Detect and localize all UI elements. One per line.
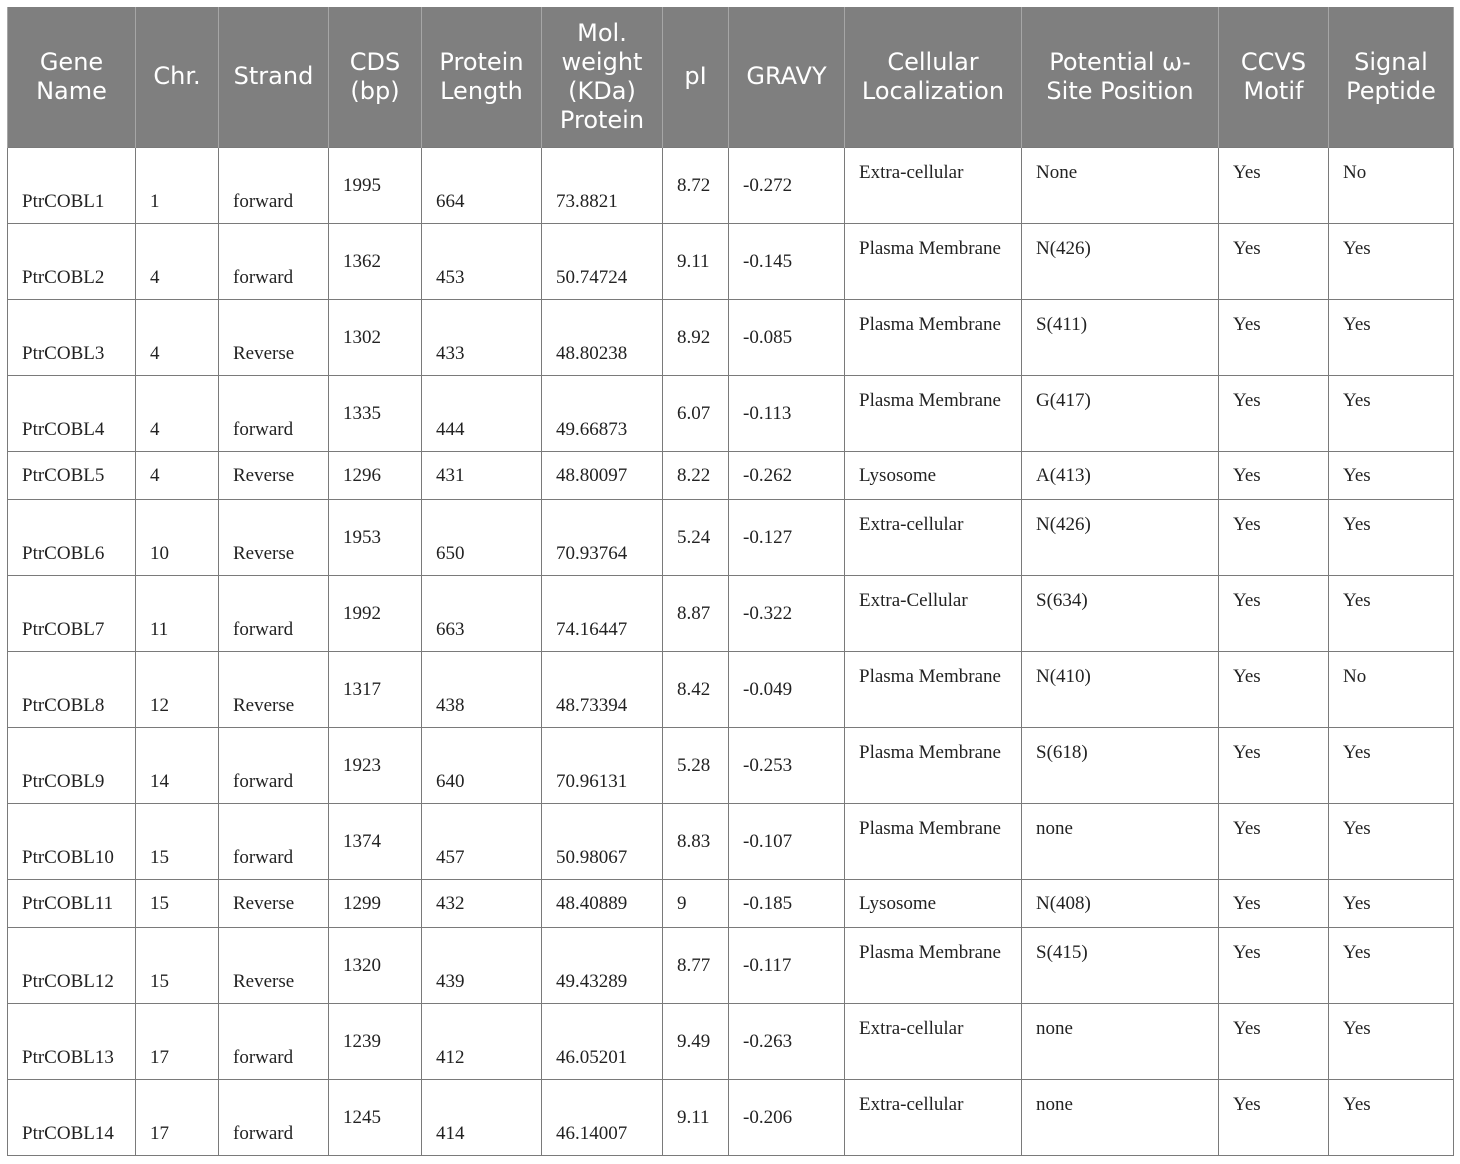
- cell-ccvs-motif: Yes: [1219, 147, 1329, 223]
- cell-mol-weight: 70.96131: [542, 727, 663, 803]
- table-row: [8, 147, 1454, 223]
- cell-protein-length: 439: [422, 927, 542, 1003]
- cell-chr: 4: [136, 375, 219, 451]
- cell-omega-site: S(411): [1022, 299, 1219, 375]
- cell-omega-site: S(634): [1022, 575, 1219, 651]
- cell-cds: 1302: [329, 299, 422, 375]
- table-row: [8, 927, 1454, 1003]
- table-row: [8, 499, 1454, 575]
- cell-omega-site: S(618): [1022, 727, 1219, 803]
- cell-ccvs-motif: Yes: [1219, 803, 1329, 879]
- cell-cds: 1317: [329, 651, 422, 727]
- cell-mol-weight: 73.8821: [542, 147, 663, 223]
- table-row: [8, 1003, 1454, 1079]
- cell-cellular-localization: Extra-cellular: [845, 147, 1022, 223]
- cell-mol-weight: 46.05201: [542, 1003, 663, 1079]
- header-cds: CDS (bp): [329, 7, 422, 147]
- cell-omega-site: N(426): [1022, 223, 1219, 299]
- cell-signal-peptide: No: [1329, 651, 1454, 727]
- cell-cds: 1995: [329, 147, 422, 223]
- cell-ccvs-motif: Yes: [1219, 727, 1329, 803]
- cell-omega-site: G(417): [1022, 375, 1219, 451]
- table-row: [8, 1079, 1454, 1155]
- table-row: [8, 575, 1454, 651]
- cell-mol-weight: 74.16447: [542, 575, 663, 651]
- cell-protein-length: 457: [422, 803, 542, 879]
- cell-gravy: -0.206: [729, 1079, 845, 1155]
- cell-cds: 1299: [329, 879, 422, 927]
- cell-chr: 15: [136, 879, 219, 927]
- cell-gravy: -0.185: [729, 879, 845, 927]
- cell-signal-peptide: Yes: [1329, 1003, 1454, 1079]
- cell-ccvs-motif: Yes: [1219, 223, 1329, 299]
- cell-ccvs-motif: Yes: [1219, 1079, 1329, 1155]
- cell-cds: 1335: [329, 375, 422, 451]
- cell-strand: forward: [219, 1003, 329, 1079]
- cell-mol-weight: 48.80097: [542, 451, 663, 499]
- cell-ccvs-motif: Yes: [1219, 375, 1329, 451]
- cell-cellular-localization: Plasma Membrane: [845, 803, 1022, 879]
- cell-cellular-localization: Lysosome: [845, 879, 1022, 927]
- cell-gene-name: PtrCOBL14: [8, 1079, 136, 1155]
- cell-mol-weight: 48.73394: [542, 651, 663, 727]
- header-cellular-localization: Cellular Localization: [845, 7, 1022, 147]
- cell-ccvs-motif: Yes: [1219, 651, 1329, 727]
- cell-cellular-localization: Lysosome: [845, 451, 1022, 499]
- cell-pi: 5.28: [663, 727, 729, 803]
- cell-cds: 1953: [329, 499, 422, 575]
- table-row: [8, 223, 1454, 299]
- cell-strand: Reverse: [219, 299, 329, 375]
- cell-mol-weight: 46.14007: [542, 1079, 663, 1155]
- cell-gravy: -0.117: [729, 927, 845, 1003]
- cell-chr: 1: [136, 147, 219, 223]
- cell-signal-peptide: Yes: [1329, 927, 1454, 1003]
- cell-cds: 1245: [329, 1079, 422, 1155]
- cell-omega-site: none: [1022, 803, 1219, 879]
- cell-gravy: -0.127: [729, 499, 845, 575]
- cell-ccvs-motif: Yes: [1219, 575, 1329, 651]
- cell-chr: 4: [136, 223, 219, 299]
- cell-signal-peptide: Yes: [1329, 299, 1454, 375]
- cell-cds: 1992: [329, 575, 422, 651]
- cell-mol-weight: 49.66873: [542, 375, 663, 451]
- cell-chr: 12: [136, 651, 219, 727]
- cell-cellular-localization: Plasma Membrane: [845, 299, 1022, 375]
- cell-pi: 5.24: [663, 499, 729, 575]
- cell-strand: Reverse: [219, 451, 329, 499]
- cell-ccvs-motif: Yes: [1219, 927, 1329, 1003]
- cell-protein-length: 650: [422, 499, 542, 575]
- cell-strand: forward: [219, 575, 329, 651]
- cell-signal-peptide: Yes: [1329, 575, 1454, 651]
- header-mol-weight: Mol. weight (KDa) Protein: [542, 7, 663, 147]
- cell-signal-peptide: No: [1329, 147, 1454, 223]
- cell-protein-length: 412: [422, 1003, 542, 1079]
- cell-mol-weight: 48.40889: [542, 879, 663, 927]
- cell-gene-name: PtrCOBL10: [8, 803, 136, 879]
- cell-gravy: -0.253: [729, 727, 845, 803]
- table-row: [8, 727, 1454, 803]
- cell-ccvs-motif: Yes: [1219, 451, 1329, 499]
- cell-mol-weight: 50.98067: [542, 803, 663, 879]
- cell-strand: forward: [219, 147, 329, 223]
- cell-pi: 9.11: [663, 1079, 729, 1155]
- gene-table-container: [7, 7, 1453, 1156]
- cell-chr: 4: [136, 299, 219, 375]
- header-chr: Chr.: [136, 7, 219, 147]
- cell-cds: 1296: [329, 451, 422, 499]
- cell-pi: 9: [663, 879, 729, 927]
- cell-cellular-localization: Extra-cellular: [845, 1003, 1022, 1079]
- cell-gravy: -0.322: [729, 575, 845, 651]
- cell-gene-name: PtrCOBL2: [8, 223, 136, 299]
- table-row: [8, 451, 1454, 499]
- cell-strand: forward: [219, 727, 329, 803]
- cell-signal-peptide: Yes: [1329, 499, 1454, 575]
- cell-protein-length: 432: [422, 879, 542, 927]
- cell-pi: 8.77: [663, 927, 729, 1003]
- cell-chr: 11: [136, 575, 219, 651]
- cell-gene-name: PtrCOBL12: [8, 927, 136, 1003]
- cell-gene-name: PtrCOBL4: [8, 375, 136, 451]
- cell-gravy: -0.113: [729, 375, 845, 451]
- header-row: [8, 7, 1454, 147]
- cell-pi: 8.83: [663, 803, 729, 879]
- cell-pi: 8.72: [663, 147, 729, 223]
- cell-gravy: -0.049: [729, 651, 845, 727]
- cell-strand: forward: [219, 223, 329, 299]
- cell-strand: forward: [219, 375, 329, 451]
- cell-cellular-localization: Plasma Membrane: [845, 651, 1022, 727]
- cell-chr: 17: [136, 1003, 219, 1079]
- cell-signal-peptide: Yes: [1329, 223, 1454, 299]
- cell-omega-site: none: [1022, 1003, 1219, 1079]
- cell-protein-length: 444: [422, 375, 542, 451]
- cell-cellular-localization: Plasma Membrane: [845, 927, 1022, 1003]
- cell-gene-name: PtrCOBL6: [8, 499, 136, 575]
- cell-ccvs-motif: Yes: [1219, 299, 1329, 375]
- cell-strand: Reverse: [219, 927, 329, 1003]
- cell-pi: 8.42: [663, 651, 729, 727]
- table-header: [8, 7, 1454, 147]
- cell-omega-site: N(426): [1022, 499, 1219, 575]
- table-row: [8, 299, 1454, 375]
- cell-ccvs-motif: Yes: [1219, 499, 1329, 575]
- cell-pi: 9.49: [663, 1003, 729, 1079]
- cell-pi: 8.92: [663, 299, 729, 375]
- cell-gene-name: PtrCOBL5: [8, 451, 136, 499]
- cell-mol-weight: 49.43289: [542, 927, 663, 1003]
- cell-signal-peptide: Yes: [1329, 727, 1454, 803]
- cell-protein-length: 433: [422, 299, 542, 375]
- cell-protein-length: 640: [422, 727, 542, 803]
- cell-gene-name: PtrCOBL3: [8, 299, 136, 375]
- cell-pi: 9.11: [663, 223, 729, 299]
- cell-omega-site: none: [1022, 1079, 1219, 1155]
- cell-gene-name: PtrCOBL1: [8, 147, 136, 223]
- cell-pi: 8.87: [663, 575, 729, 651]
- cell-protein-length: 431: [422, 451, 542, 499]
- cell-gene-name: PtrCOBL11: [8, 879, 136, 927]
- header-gravy: GRAVY: [729, 7, 845, 147]
- cell-omega-site: N(408): [1022, 879, 1219, 927]
- cell-omega-site: N(410): [1022, 651, 1219, 727]
- cell-gravy: -0.085: [729, 299, 845, 375]
- cell-gravy: -0.145: [729, 223, 845, 299]
- cell-cellular-localization: Extra-cellular: [845, 499, 1022, 575]
- cell-chr: 14: [136, 727, 219, 803]
- cell-strand: Reverse: [219, 499, 329, 575]
- cell-cds: 1320: [329, 927, 422, 1003]
- cell-strand: Reverse: [219, 651, 329, 727]
- cell-cellular-localization: Plasma Membrane: [845, 223, 1022, 299]
- cell-gravy: -0.107: [729, 803, 845, 879]
- header-signal-peptide: Signal Peptide: [1329, 7, 1454, 147]
- cell-mol-weight: 50.74724: [542, 223, 663, 299]
- cell-pi: 6.07: [663, 375, 729, 451]
- cell-protein-length: 438: [422, 651, 542, 727]
- cell-chr: 4: [136, 451, 219, 499]
- cell-pi: 8.22: [663, 451, 729, 499]
- header-pi: pI: [663, 7, 729, 147]
- cell-signal-peptide: Yes: [1329, 879, 1454, 927]
- cell-cds: 1374: [329, 803, 422, 879]
- cell-signal-peptide: Yes: [1329, 451, 1454, 499]
- gene-properties-table: [7, 7, 1454, 1156]
- cell-omega-site: S(415): [1022, 927, 1219, 1003]
- cell-cds: 1362: [329, 223, 422, 299]
- cell-mol-weight: 70.93764: [542, 499, 663, 575]
- cell-strand: forward: [219, 1079, 329, 1155]
- header-ccvs-motif: CCVS Motif: [1219, 7, 1329, 147]
- header-protein-length: Protein Length: [422, 7, 542, 147]
- table-body: [8, 147, 1454, 1155]
- cell-protein-length: 453: [422, 223, 542, 299]
- cell-omega-site: A(413): [1022, 451, 1219, 499]
- table-row: [8, 651, 1454, 727]
- cell-signal-peptide: Yes: [1329, 803, 1454, 879]
- cell-mol-weight: 48.80238: [542, 299, 663, 375]
- cell-strand: Reverse: [219, 879, 329, 927]
- header-gene-name: Gene Name: [8, 7, 136, 147]
- cell-cellular-localization: Plasma Membrane: [845, 727, 1022, 803]
- cell-ccvs-motif: Yes: [1219, 1003, 1329, 1079]
- cell-protein-length: 414: [422, 1079, 542, 1155]
- cell-chr: 10: [136, 499, 219, 575]
- cell-gene-name: PtrCOBL9: [8, 727, 136, 803]
- cell-gene-name: PtrCOBL7: [8, 575, 136, 651]
- cell-protein-length: 663: [422, 575, 542, 651]
- cell-cds: 1923: [329, 727, 422, 803]
- cell-chr: 17: [136, 1079, 219, 1155]
- cell-cellular-localization: Extra-Cellular: [845, 575, 1022, 651]
- header-strand: Strand: [219, 7, 329, 147]
- header-omega-site: Potential ω-Site Position: [1022, 7, 1219, 147]
- cell-cellular-localization: Extra-cellular: [845, 1079, 1022, 1155]
- cell-cds: 1239: [329, 1003, 422, 1079]
- cell-gene-name: PtrCOBL13: [8, 1003, 136, 1079]
- table-row: [8, 803, 1454, 879]
- cell-chr: 15: [136, 927, 219, 1003]
- table-row: [8, 375, 1454, 451]
- cell-signal-peptide: Yes: [1329, 375, 1454, 451]
- cell-strand: forward: [219, 803, 329, 879]
- cell-gravy: -0.263: [729, 1003, 845, 1079]
- cell-signal-peptide: Yes: [1329, 1079, 1454, 1155]
- cell-gravy: -0.272: [729, 147, 845, 223]
- table-row: [8, 879, 1454, 927]
- cell-chr: 15: [136, 803, 219, 879]
- cell-protein-length: 664: [422, 147, 542, 223]
- cell-omega-site: None: [1022, 147, 1219, 223]
- cell-ccvs-motif: Yes: [1219, 879, 1329, 927]
- cell-gene-name: PtrCOBL8: [8, 651, 136, 727]
- cell-gravy: -0.262: [729, 451, 845, 499]
- cell-cellular-localization: Plasma Membrane: [845, 375, 1022, 451]
